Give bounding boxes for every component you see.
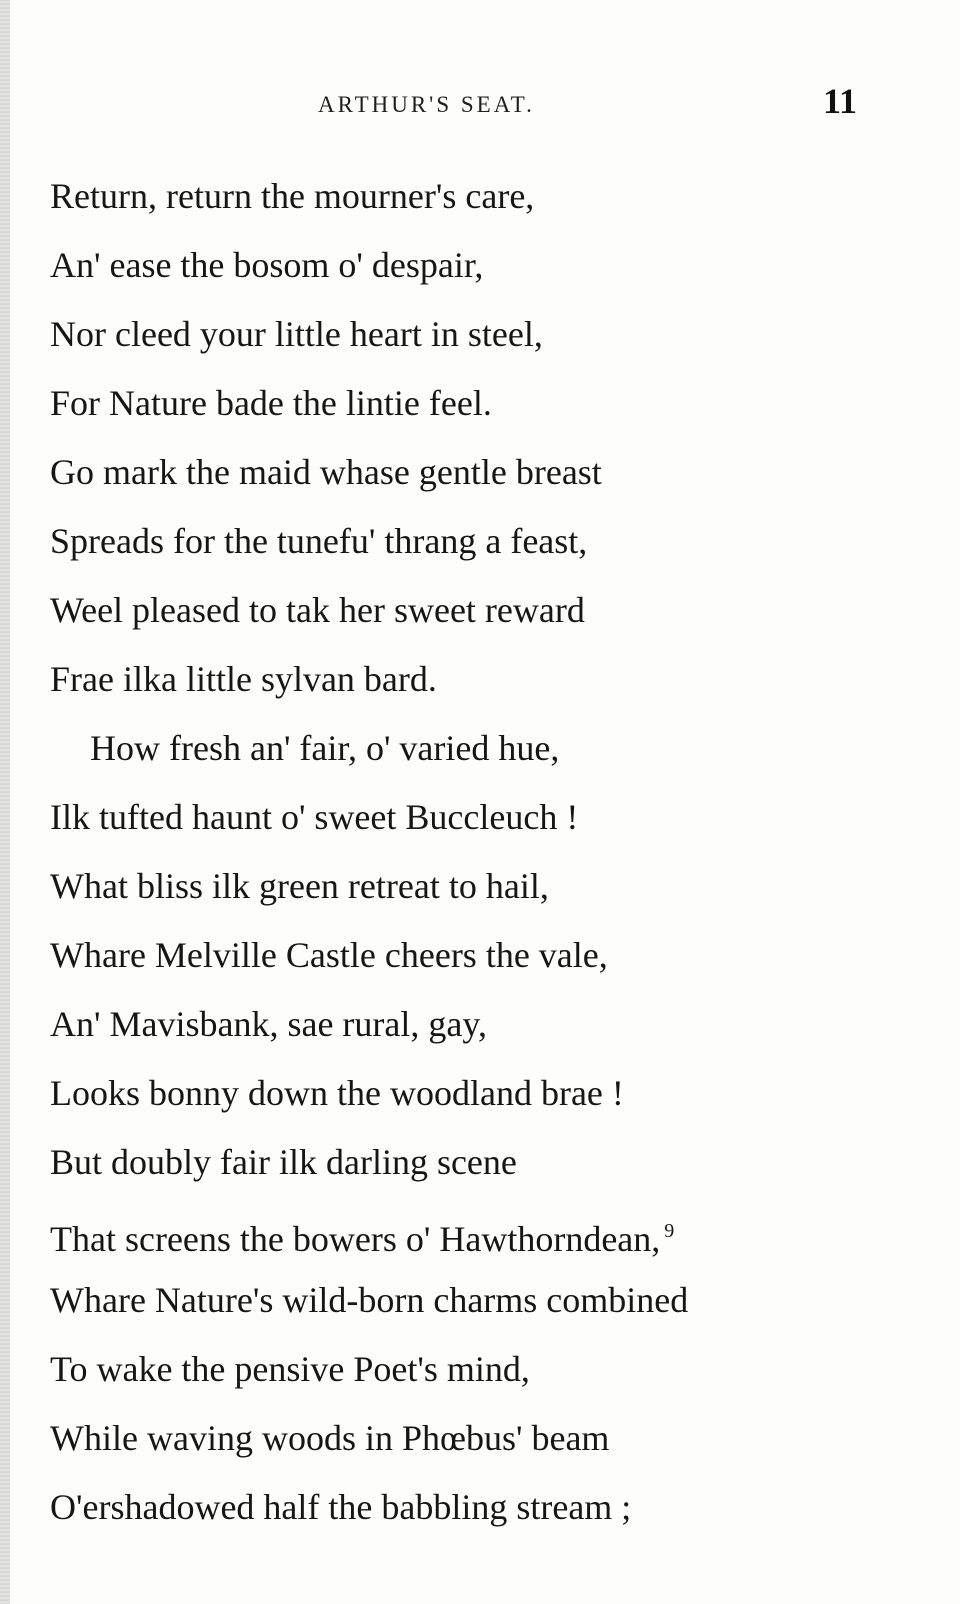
poem-line: But doubly fair ilk darling scene [50,1142,517,1182]
poem-line: Nor cleed your little heart in steel, [50,314,543,354]
footnote-reference: 9 [664,1220,675,1242]
poem-line: While waving woods in Phœbus' beam [50,1418,610,1458]
poem-line-with-note [50,1197,910,1266]
poem-line: O'ershadowed half the babbling stream ; [50,1487,632,1527]
poem-line: For Nature bade the lintie feel. [50,383,492,423]
poem-body [50,162,910,1542]
poem-line: To wake the pensive Poet's mind, [50,1349,530,1389]
poem-line: Spreads for the tunefu' thrang a feast, [50,521,588,561]
running-title: ARTHUR'S SEAT. [318,92,535,117]
poem-line-text: That screens the bowers o' Hawthorndean, [50,1219,661,1259]
poem-line: Looks bonny down the woodland brae ! [50,1073,624,1113]
poem-line: Go mark the maid whase gentle breast [50,452,602,492]
poem-line: Whare Melville Castle cheers the vale, [50,935,608,975]
poem-stanza-start-line: How fresh an' fair, o' varied hue, [90,728,560,768]
poem-line: Frae ilka little sylvan bard. [50,659,437,699]
poem-line: Return, return the mourner's care, [50,176,535,216]
page-number: 11 [823,81,858,121]
poem-line: Whare Nature's wild-born charms combined [50,1280,689,1320]
page-gutter-edge [0,0,10,1604]
poem-line: An' Mavisbank, sae rural, gay, [50,1004,488,1044]
poem-line: Weel pleased to tak her sweet reward [50,590,585,630]
poem-line: Ilk tufted haunt o' sweet Buccleuch ! [50,797,579,837]
poem-line: What bliss ilk green retreat to hail, [50,866,549,906]
poem-line: An' ease the bosom o' despair, [50,245,484,285]
